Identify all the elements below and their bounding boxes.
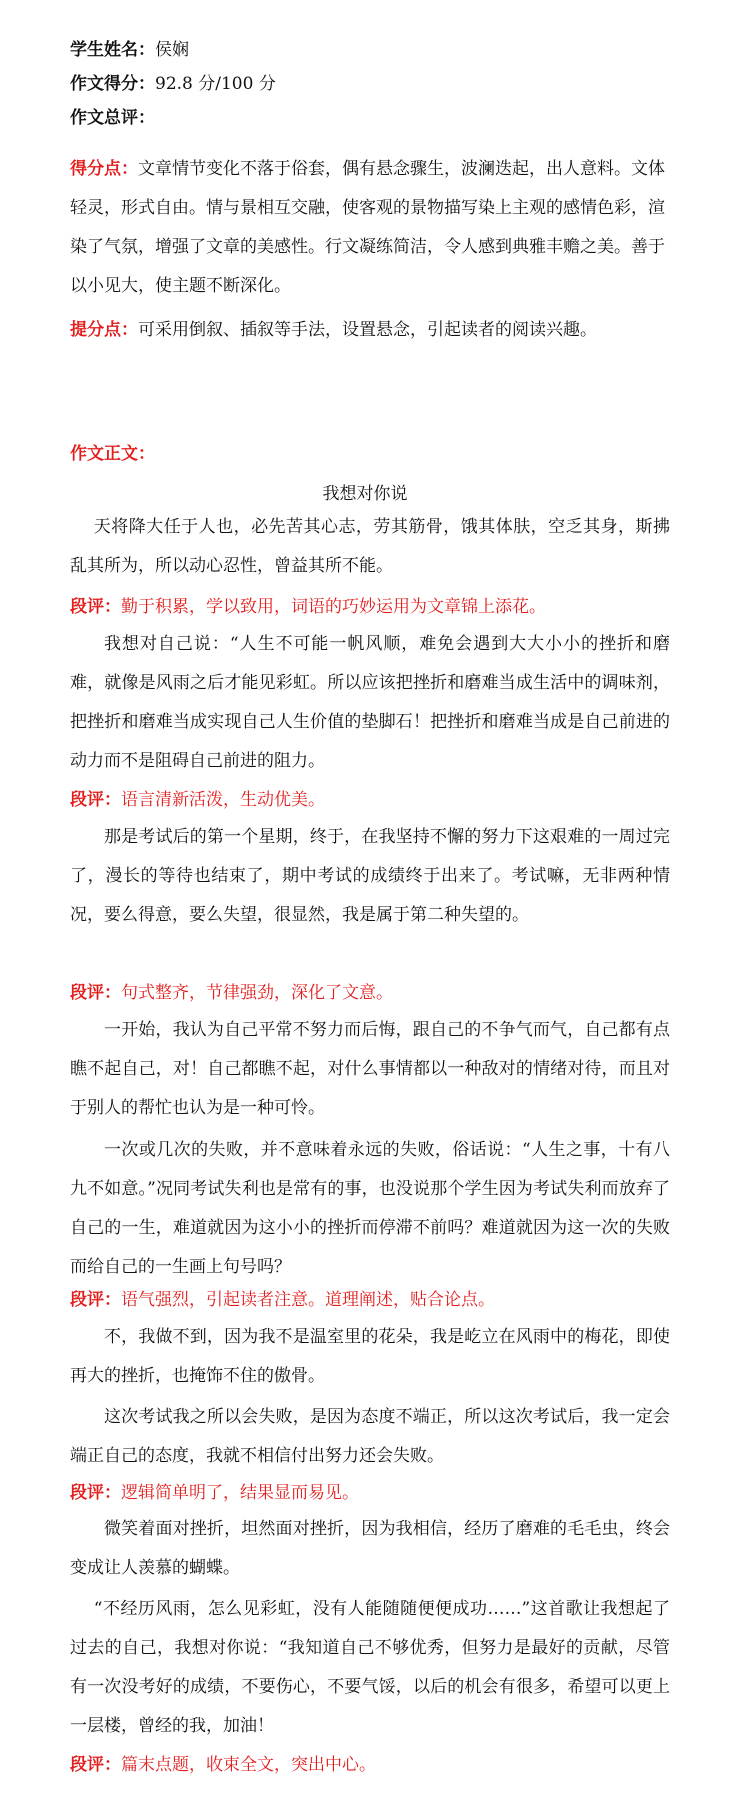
essay-paragraph-2: 我想对自己说：“人生不可能一帆风顺，难免会遇到大大小小的挫折和磨难，就像是风雨之后才能见彩虹。所以应该把挫折和磨难当成生活中的调味剂，把挫折和磨难当成实现自己人生价值的垫脚石！把挫折和磨难当成是自己前进的动力而不是阻碍自己前进的阻力。: [70, 634, 670, 771]
student-name-value: 侯娴: [155, 40, 189, 60]
paragraph-comment-2: [70, 788, 670, 812]
paragraph-comment-6: [70, 1753, 670, 1777]
score-line: [70, 72, 276, 96]
overall-review-label: 作文总评：: [70, 108, 155, 128]
paragraph-comment-label: 段评：: [70, 597, 121, 617]
score-value: 92.8 分/100 分: [155, 74, 276, 94]
paragraph-comment-5: [70, 1481, 670, 1505]
paragraph-comment-label: 段评：: [70, 790, 121, 810]
plus-points-block: [70, 150, 670, 306]
paragraph-comment-1: [70, 595, 670, 619]
student-name-label: 学生姓名：: [70, 40, 155, 60]
essay-paragraph-8: 微笑着面对挫折，坦然面对挫折，因为我相信，经历了磨难的毛毛虫，终会变成让人羡慕的蝴蝶。: [70, 1519, 670, 1578]
improve-points-text: 可采用倒叙、插叙等手法，设置悬念，引起读者的阅读兴趣。: [138, 320, 597, 340]
plus-points-label: 得分点：: [70, 159, 138, 179]
essay-paragraph-3: 那是考试后的第一个星期，终于，在我坚持不懈的努力下这艰难的一周过完了，漫长的等待也结束了，期中考试的成绩终于出来了。考试嘛，无非两种情况，要么得意，要么失望，很显然，我是属于第二种失望的。: [70, 827, 670, 925]
improve-points-label: 提分点：: [70, 320, 138, 340]
essay-paragraph-7: 这次考试我之所以会失败，是因为态度不端正，所以这次考试后，我一定会端正自己的态度，我就不相信付出努力还会失败。: [70, 1407, 670, 1466]
paragraph-comment-text: 逻辑简单明了，结果显而易见。: [121, 1483, 359, 1503]
paragraph-comment-4: [70, 1288, 670, 1312]
improve-points-block: [70, 311, 670, 350]
essay-paragraph-1: 天将降大任于人也，必先苦其心志，劳其筋骨，饿其体肤，空乏其身，斯拂乱其所为，所以动心忍性，曾益其所不能。: [70, 517, 670, 576]
paragraph-comment-text: 句式整齐，节律强劲，深化了文意。: [121, 983, 393, 1003]
plus-points-text: 文章情节变化不落于俗套，偶有悬念骤生，波澜迭起，出人意料。文体轻灵，形式自由。情与景相互交融，使客观的景物描写染上主观的感情色彩，渲染了气氛，增强了文章的美感性。行文凝练简洁，令人感到典雅丰赡之美。善于以小见大，使主题不断深化。: [70, 159, 665, 296]
essay-paragraph-9: “不经历风雨，怎么见彩虹，没有人能随随便便成功……”这首歌让我想起了过去的自己，我想对你说：“我知道自己不够优秀，但努力是最好的贡献，尽管有一次没考好的成绩，不要伤心，不要气馁，以后的机会有很多，希望可以更上一层楼，曾经的我，加油！: [70, 1599, 670, 1736]
essay-title: 我想对你说: [322, 484, 408, 504]
paragraph-comment-text: 语言清新活泼，生动优美。: [121, 790, 325, 810]
paragraph-comment-text: 篇末点题，收束全文，突出中心。: [121, 1755, 376, 1775]
paragraph-comment-label: 段评：: [70, 1483, 121, 1503]
paragraph-comment-text: 勤于积累，学以致用，词语的巧妙运用为文章锦上添花。: [121, 597, 546, 617]
paragraph-comment-label: 段评：: [70, 1755, 121, 1775]
essay-paragraph-6: 不，我做不到，因为我不是温室里的花朵，我是屹立在风雨中的梅花，即使再大的挫折，也掩饰不住的傲骨。: [70, 1327, 670, 1386]
paragraph-comment-label: 段评：: [70, 983, 121, 1003]
score-label: 作文得分：: [70, 74, 155, 94]
essay-paragraph-4: 一开始，我认为自己平常不努力而后悔，跟自己的不争气而气，自己都有点瞧不起自己，对！自己都瞧不起，对什么事情都以一种敌对的情绪对待，而且对于别人的帮忙也认为是一种可怜。: [70, 1020, 670, 1118]
student-name-line: [70, 38, 189, 62]
paragraph-comment-label: 段评：: [70, 1290, 121, 1310]
essay-section-label: 作文正文：: [70, 444, 155, 464]
paragraph-comment-text: 语气强烈，引起读者注意。道理阐述，贴合论点。: [121, 1290, 495, 1310]
essay-paragraph-5: 一次或几次的失败，并不意味着永远的失败，俗话说：“人生之事，十有八九不如意。”况同考试失利也是常有的事，也没说那个学生因为考试失利而放弃了自己的一生，难道就因为这小小的挫折而停滞不前吗？难道就因为这一次的失败而给自己的一生画上句号吗？: [70, 1140, 670, 1277]
overall-review-line: [70, 106, 155, 130]
paragraph-comment-3: [70, 981, 670, 1005]
